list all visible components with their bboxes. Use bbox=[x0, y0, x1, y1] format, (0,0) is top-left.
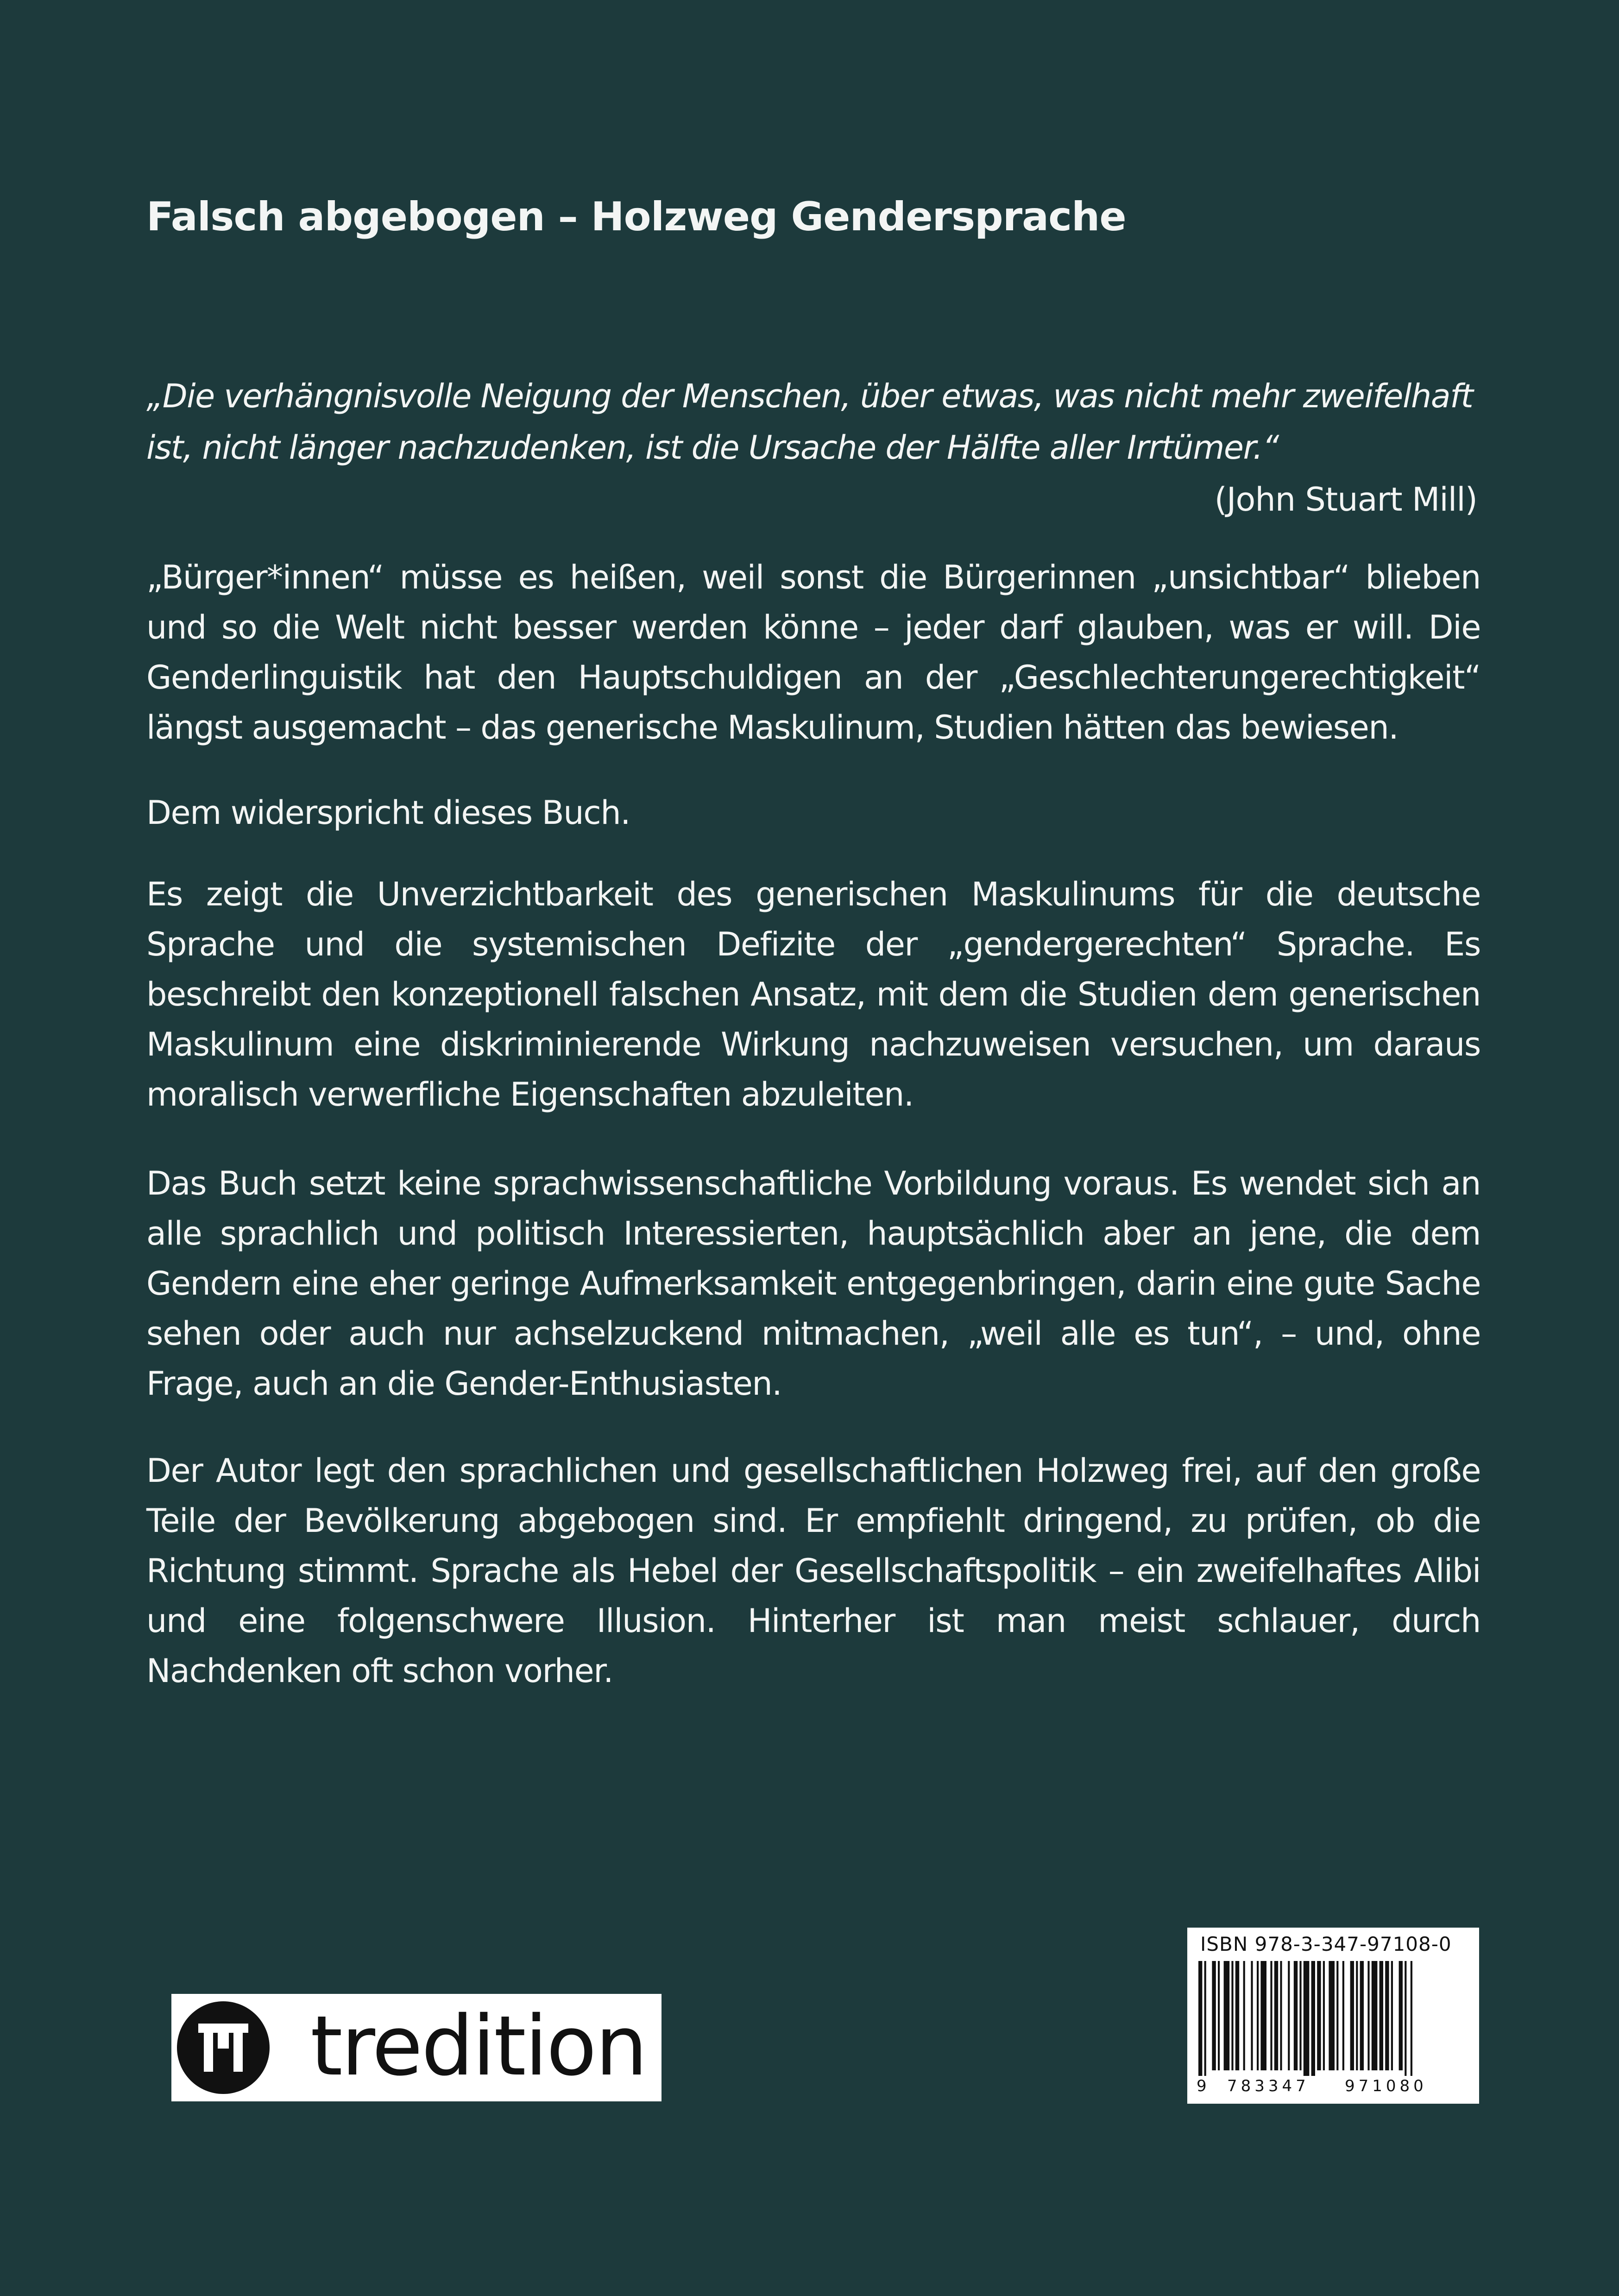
barcode-bar-24 bbox=[1350, 1961, 1354, 2070]
isbn-label: ISBN 978-3-347-97108-0 bbox=[1200, 1933, 1452, 1955]
barcode-bar-17 bbox=[1304, 1961, 1310, 2076]
publisher-name: tredition bbox=[310, 1998, 646, 2094]
ean-right-digits: 971080 bbox=[1345, 2077, 1427, 2095]
barcode-bar-22 bbox=[1336, 1961, 1338, 2070]
barcode-bar-16 bbox=[1299, 1961, 1301, 2070]
epigraph-author: (John Stuart Mill) bbox=[1214, 481, 1477, 519]
blurb-paragraph-3: Es zeigt die Unverzichtbarkeit des generischen Maskulinums für die deutsche Sprache und die systemischen Defizite der „gendergerechten“ Sprache. Es beschreibt den konzeptionell falschen Ansatz, mit dem die Studien dem generischen Maskulinum eine diskriminierende Wirkung nachzuweisen versuchen, um daraus moralisch verwerfliche Eigenschaften abzuleiten. bbox=[146, 875, 1480, 1113]
barcode-bar-29 bbox=[1380, 1961, 1383, 2070]
barcode-bar-15 bbox=[1294, 1961, 1298, 2070]
barcode-bar-8 bbox=[1251, 1961, 1253, 2070]
barcode-bar-11 bbox=[1270, 1961, 1272, 2070]
barcode-bar-27 bbox=[1367, 1961, 1369, 2070]
barcode-bars bbox=[1198, 1961, 1467, 2076]
barcode-bar-6 bbox=[1235, 1961, 1239, 2070]
publisher-logo bbox=[171, 1994, 661, 2101]
ean-left-digits: 783347 bbox=[1227, 2077, 1310, 2095]
book-title: Falsch abgebogen – Holzweg Gendersprache bbox=[146, 194, 1126, 240]
blurb-paragraph-4: Das Buch setzt keine sprachwissenschaftliche Vorbildung voraus. Es wendet sich an alle sprachlich und politisch Interessierten, hauptsächlich aber an jene, die dem Gendern eine eher geringe Aufmerksamkeit entgegenbringen, darin eine gute Sache sehen oder auch nur achselzuckend mitmachen, „weil alle es tun“, – und, ohne Frage, auch an die Gender-Enthusiasten. bbox=[146, 1164, 1480, 1403]
barcode-bar-31 bbox=[1391, 1961, 1393, 2070]
barcode-bar-28 bbox=[1372, 1961, 1378, 2070]
barcode-bar-18 bbox=[1311, 1961, 1315, 2076]
barcode-bar-34 bbox=[1411, 1961, 1412, 2076]
barcode-bar-3 bbox=[1218, 1961, 1220, 2070]
barcode-bar-0 bbox=[1198, 1961, 1202, 2076]
barcode-bar-30 bbox=[1385, 1961, 1389, 2070]
barcode-bar-33 bbox=[1405, 1961, 1406, 2076]
barcode-bar-7 bbox=[1243, 1961, 1245, 2070]
barcode-bar-12 bbox=[1274, 1961, 1278, 2070]
blurb-paragraph-2: Dem widerspricht dieses Buch. bbox=[146, 794, 630, 832]
barcode-bar-1 bbox=[1204, 1961, 1206, 2076]
isbn-barcode-panel bbox=[1187, 1928, 1479, 2104]
barcode-bar-20 bbox=[1323, 1961, 1325, 2070]
barcode-bar-32 bbox=[1399, 1961, 1403, 2070]
barcode-bar-25 bbox=[1356, 1961, 1358, 2070]
barcode-bar-26 bbox=[1360, 1961, 1364, 2070]
barcode-bar-4 bbox=[1224, 1961, 1230, 2070]
tredition-t-icon bbox=[175, 1999, 271, 2096]
barcode-bar-14 bbox=[1288, 1961, 1290, 2070]
barcode-bar-19 bbox=[1317, 1961, 1321, 2070]
blurb-paragraph-5: Der Autor legt den sprachlichen und gesellschaftlichen Holzweg frei, auf den große Teile der Bevölkerung abgebogen sind. Er empfiehlt dringend, zu prüfen, ob die Richtung stimmt. Sprache als Hebel der Gesellschaftspolitik – ein zweifelhaftes Alibi und eine folgenschwere Illusion. Hinterher ist man meist schlauer, durch Nachdenken oft schon vorher. bbox=[146, 1452, 1480, 1690]
epigraph-quote: „Die verhängnisvolle Neigung der Menschen, über etwas, was nicht mehr zweifelhaft ist, nicht länger nachzudenken, ist die Ursache der Hälfte aller Irrtümer.“ bbox=[146, 377, 1473, 467]
blurb-paragraph-1: „Bürger*innen“ müsse es heißen, weil sonst die Bürgerinnen „unsichtbar“ blieben und so die Welt nicht besser werden könne – jeder darf glauben, was er will. Die Genderlinguistik hat den Hauptschuldigen an der „Geschlechterungerechtigkeit“ längst ausgemacht – das generische Maskulinum, Studien hätten das bewiesen. bbox=[146, 558, 1480, 746]
barcode-bar-2 bbox=[1212, 1961, 1216, 2070]
barcode-bar-9 bbox=[1257, 1961, 1259, 2070]
barcode-bar-5 bbox=[1231, 1961, 1233, 2070]
barcode-bar-13 bbox=[1280, 1961, 1282, 2070]
barcode-bar-10 bbox=[1260, 1961, 1266, 2070]
ean-first-digit: 9 bbox=[1197, 2077, 1207, 2095]
barcode-bar-21 bbox=[1329, 1961, 1335, 2070]
barcode-bar-23 bbox=[1342, 1961, 1344, 2070]
